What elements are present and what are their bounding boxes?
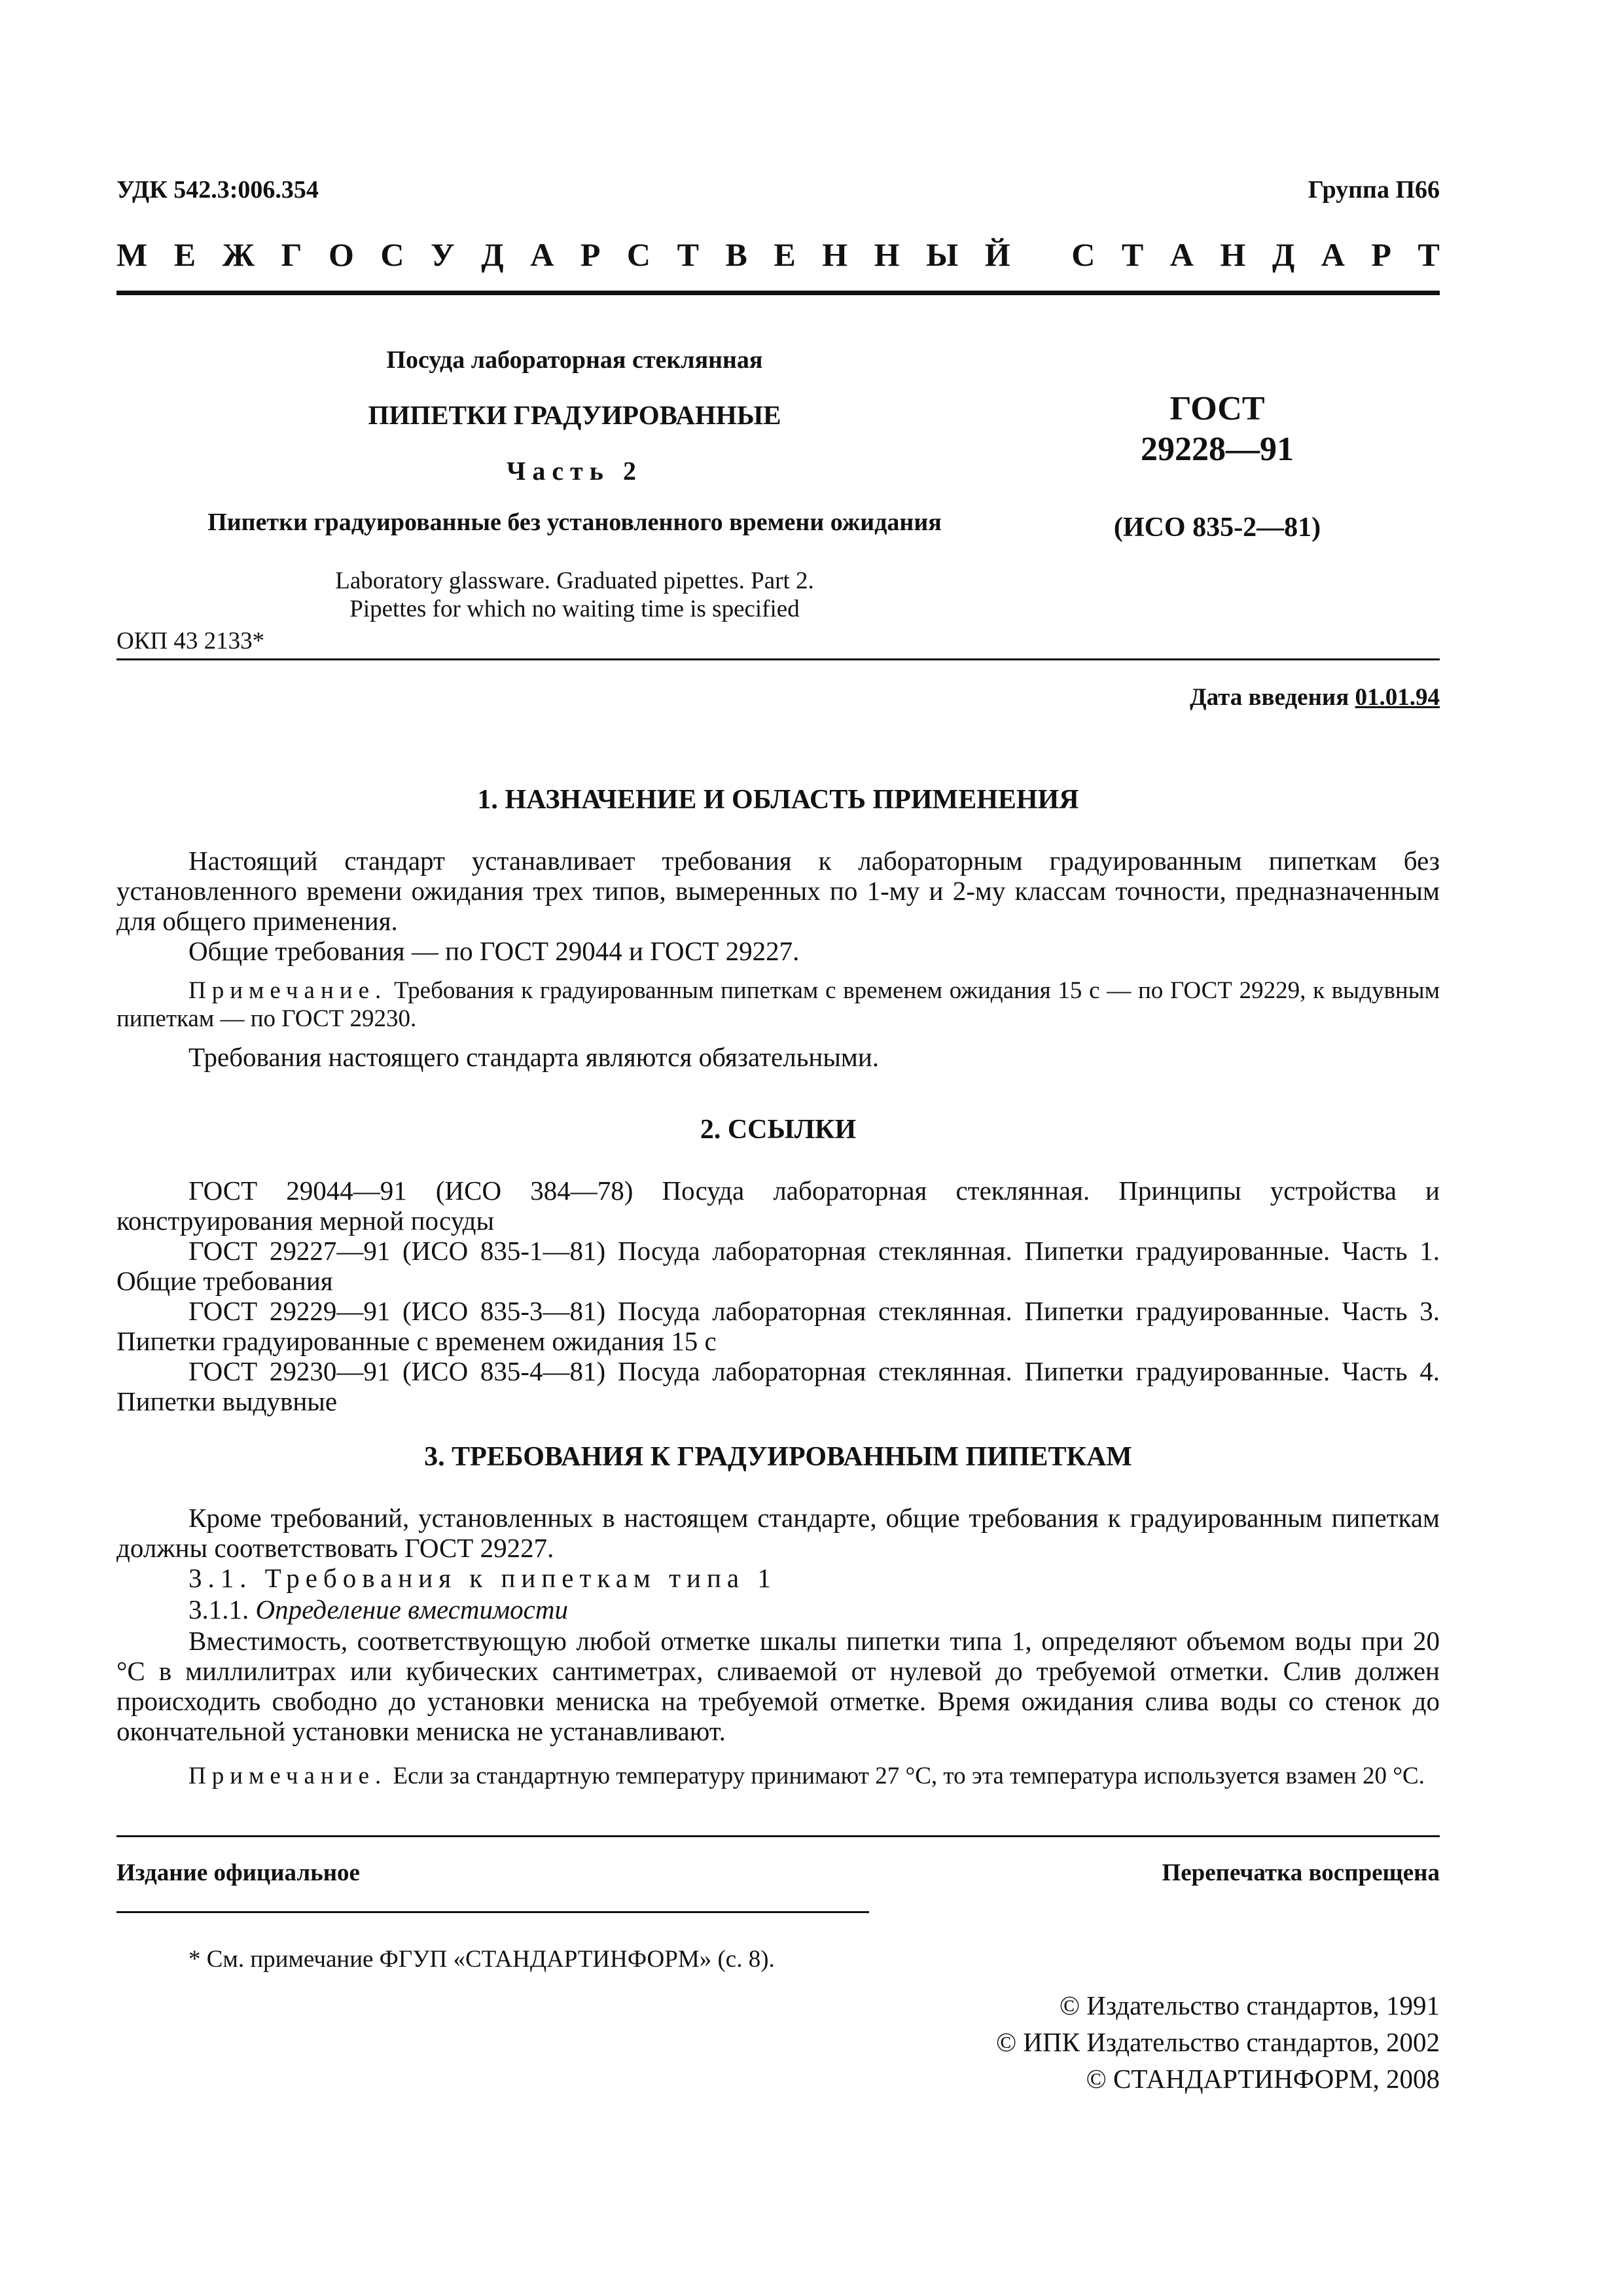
title-part: Часть 2 <box>507 456 643 486</box>
masthead-letter: У <box>431 236 455 273</box>
masthead-letter: Т <box>1121 236 1144 273</box>
section3-note <box>116 1762 1440 1790</box>
official-edition: Издание официальное <box>116 1859 360 1886</box>
footer-rule <box>116 1835 1440 1837</box>
title-rule <box>116 658 1440 660</box>
masthead-gap <box>1037 236 1045 274</box>
masthead-letter: С <box>1071 236 1096 273</box>
masthead-letter: Р <box>1371 236 1391 273</box>
section1-paragraph3: Требования настоящего стандарта являются обязательными. <box>188 1042 880 1072</box>
masthead-letter: Д <box>481 236 504 273</box>
subsubheading-number: 3.1.1. <box>188 1594 249 1624</box>
masthead-letter: С <box>380 236 404 273</box>
masthead-letter: М <box>116 236 148 273</box>
masthead-letter: Н <box>822 236 848 273</box>
copyright-2008: © СТАНДАРТИНФОРМ, 2008 <box>1086 2064 1440 2094</box>
title-line1: Посуда лабораторная стеклянная <box>386 346 763 374</box>
section1-note <box>116 977 1440 1033</box>
masthead-letter: Д <box>1272 236 1295 273</box>
english-title <box>116 567 1033 623</box>
section3-note-label: Примечание. <box>188 1763 387 1789</box>
masthead-letter: Н <box>874 236 900 273</box>
gost-number <box>1047 389 1387 470</box>
section3-paragraph2: Вместимость, соответствующую любой отметке шкалы пипетки типа 1, определяют объемом воды при 20 °С в миллилитрах или кубических сантиметрах, сливаемой от нулевой до требуемой отметки. Слив должен происходить свободно до установки мениска на требуемой отметке. Время ожидания слива воды со стенок до окончательной установки мениска не устанавливают. <box>116 1626 1440 1746</box>
masthead-letter: Г <box>281 236 302 273</box>
copyright-2002: © ИПК Издательство стандартов, 2002 <box>995 2027 1440 2057</box>
footnote-rule <box>116 1911 869 1913</box>
masthead-letter: О <box>328 236 354 273</box>
masthead-letter: Т <box>1418 236 1440 273</box>
reference-item: ГОСТ 29229—91 (ИСО 835-3—81) Посуда лабораторная стеклянная. Пипетки градуированные. Часть 3. Пипетки градуированные с временем ожидания 15 с <box>116 1296 1440 1356</box>
reference-item: ГОСТ 29230—91 (ИСО 835-4—81) Посуда лабораторная стеклянная. Пипетки градуированные. Часть 4. Пипетки выдувные <box>116 1356 1440 1416</box>
section3-paragraph1: Кроме требований, установленных в настоящем стандарте, общие требования к градуированным пипеткам должны соответствовать ГОСТ 29227. <box>116 1503 1440 1563</box>
masthead-letter: В <box>725 236 747 273</box>
reference-item: ГОСТ 29044—91 (ИСО 384—78) Посуда лабораторная стеклянная. Принципы устройства и конструирования мерной посуды <box>116 1175 1440 1236</box>
masthead-letter: А <box>1169 236 1194 273</box>
masthead-title <box>116 236 1440 274</box>
section3-note-text: Если за стандартную температуру принимают 27 °С, то эта температура используется взамен 20 °С. <box>387 1763 1425 1789</box>
masthead-letter: А <box>530 236 554 273</box>
reference-item: ГОСТ 29227—91 (ИСО 835-1—81) Посуда лабораторная стеклянная. Пипетки градуированные. Часть 1. Общие требования <box>116 1236 1440 1296</box>
section1-note-label: Примечание. <box>188 977 387 1004</box>
section1-paragraph1: Настоящий стандарт устанавливает требования к лабораторным градуированным пипеткам без установленного времени ожидания трех типов, вымеренных по 1-му и 2-му классам точности, предназначенным для общего применения. <box>116 846 1440 936</box>
iso-number: (ИСО 835-2—81) <box>1113 512 1321 543</box>
footnote: * См. примечание ФГУП «СТАНДАРТИНФОРМ» (с. 8). <box>188 1946 775 1973</box>
effective-date-value: 01.01.94 <box>1355 684 1440 711</box>
effective-date-label: Дата введения <box>1190 684 1349 711</box>
subsubheading-title: Определение вместимости <box>255 1594 568 1624</box>
group-code: Группа П66 <box>1308 176 1440 204</box>
masthead-letter: Н <box>1220 236 1246 273</box>
masthead-letter: Е <box>173 236 196 273</box>
masthead-letter: Т <box>677 236 699 273</box>
section1-paragraph2: Общие требования — по ГОСТ 29044 и ГОСТ 29227. <box>188 936 800 966</box>
section3-subsubheading <box>116 1594 1440 1624</box>
english-title-line2: Pipettes for which no waiting time is specified <box>349 596 800 622</box>
section2-heading: 2. ССЫЛКИ <box>700 1115 857 1145</box>
masthead-letter: Ы <box>926 236 959 273</box>
section3-subheading: 3.1. Требования к пипеткам типа 1 <box>188 1563 777 1593</box>
gost-label: ГОСТ <box>1169 390 1265 427</box>
udk-code: УДК 542.3:006.354 <box>116 176 319 204</box>
masthead-letter: Е <box>774 236 796 273</box>
section3-heading: 3. ТРЕБОВАНИЯ К ГРАДУИРОВАННЫМ ПИПЕТКАМ <box>424 1442 1132 1472</box>
masthead-letter: Р <box>580 236 601 273</box>
reprint-forbidden: Перепечатка воспрещена <box>1162 1859 1440 1886</box>
section1-note-text: Требования к градуированным пипеткам с временем ожидания 15 с — по ГОСТ 29229, к выдувным пипеткам — по ГОСТ 29230. <box>116 977 1440 1032</box>
effective-date <box>1190 683 1440 711</box>
masthead-letter: Й <box>984 236 1010 273</box>
title-line2: ПИПЕТКИ ГРАДУИРОВАННЫЕ <box>368 400 781 430</box>
section1-heading: 1. НАЗНАЧЕНИЕ И ОБЛАСТЬ ПРИМЕНЕНИЯ <box>477 785 1079 815</box>
okp-code: ОКП 43 2133* <box>116 628 265 655</box>
masthead-letter: Ж <box>222 236 255 273</box>
title-line4: Пипетки градуированные без установленного времени ожидания <box>207 509 942 536</box>
masthead-rule <box>116 291 1440 295</box>
masthead-letter: А <box>1321 236 1345 273</box>
masthead-letter: С <box>626 236 651 273</box>
gost-code: 29228—91 <box>1141 431 1294 468</box>
copyright-1991: © Издательство стандартов, 1991 <box>1059 1990 1440 2020</box>
english-title-line1: Laboratory glassware. Graduated pipettes. Part 2. <box>335 567 814 594</box>
